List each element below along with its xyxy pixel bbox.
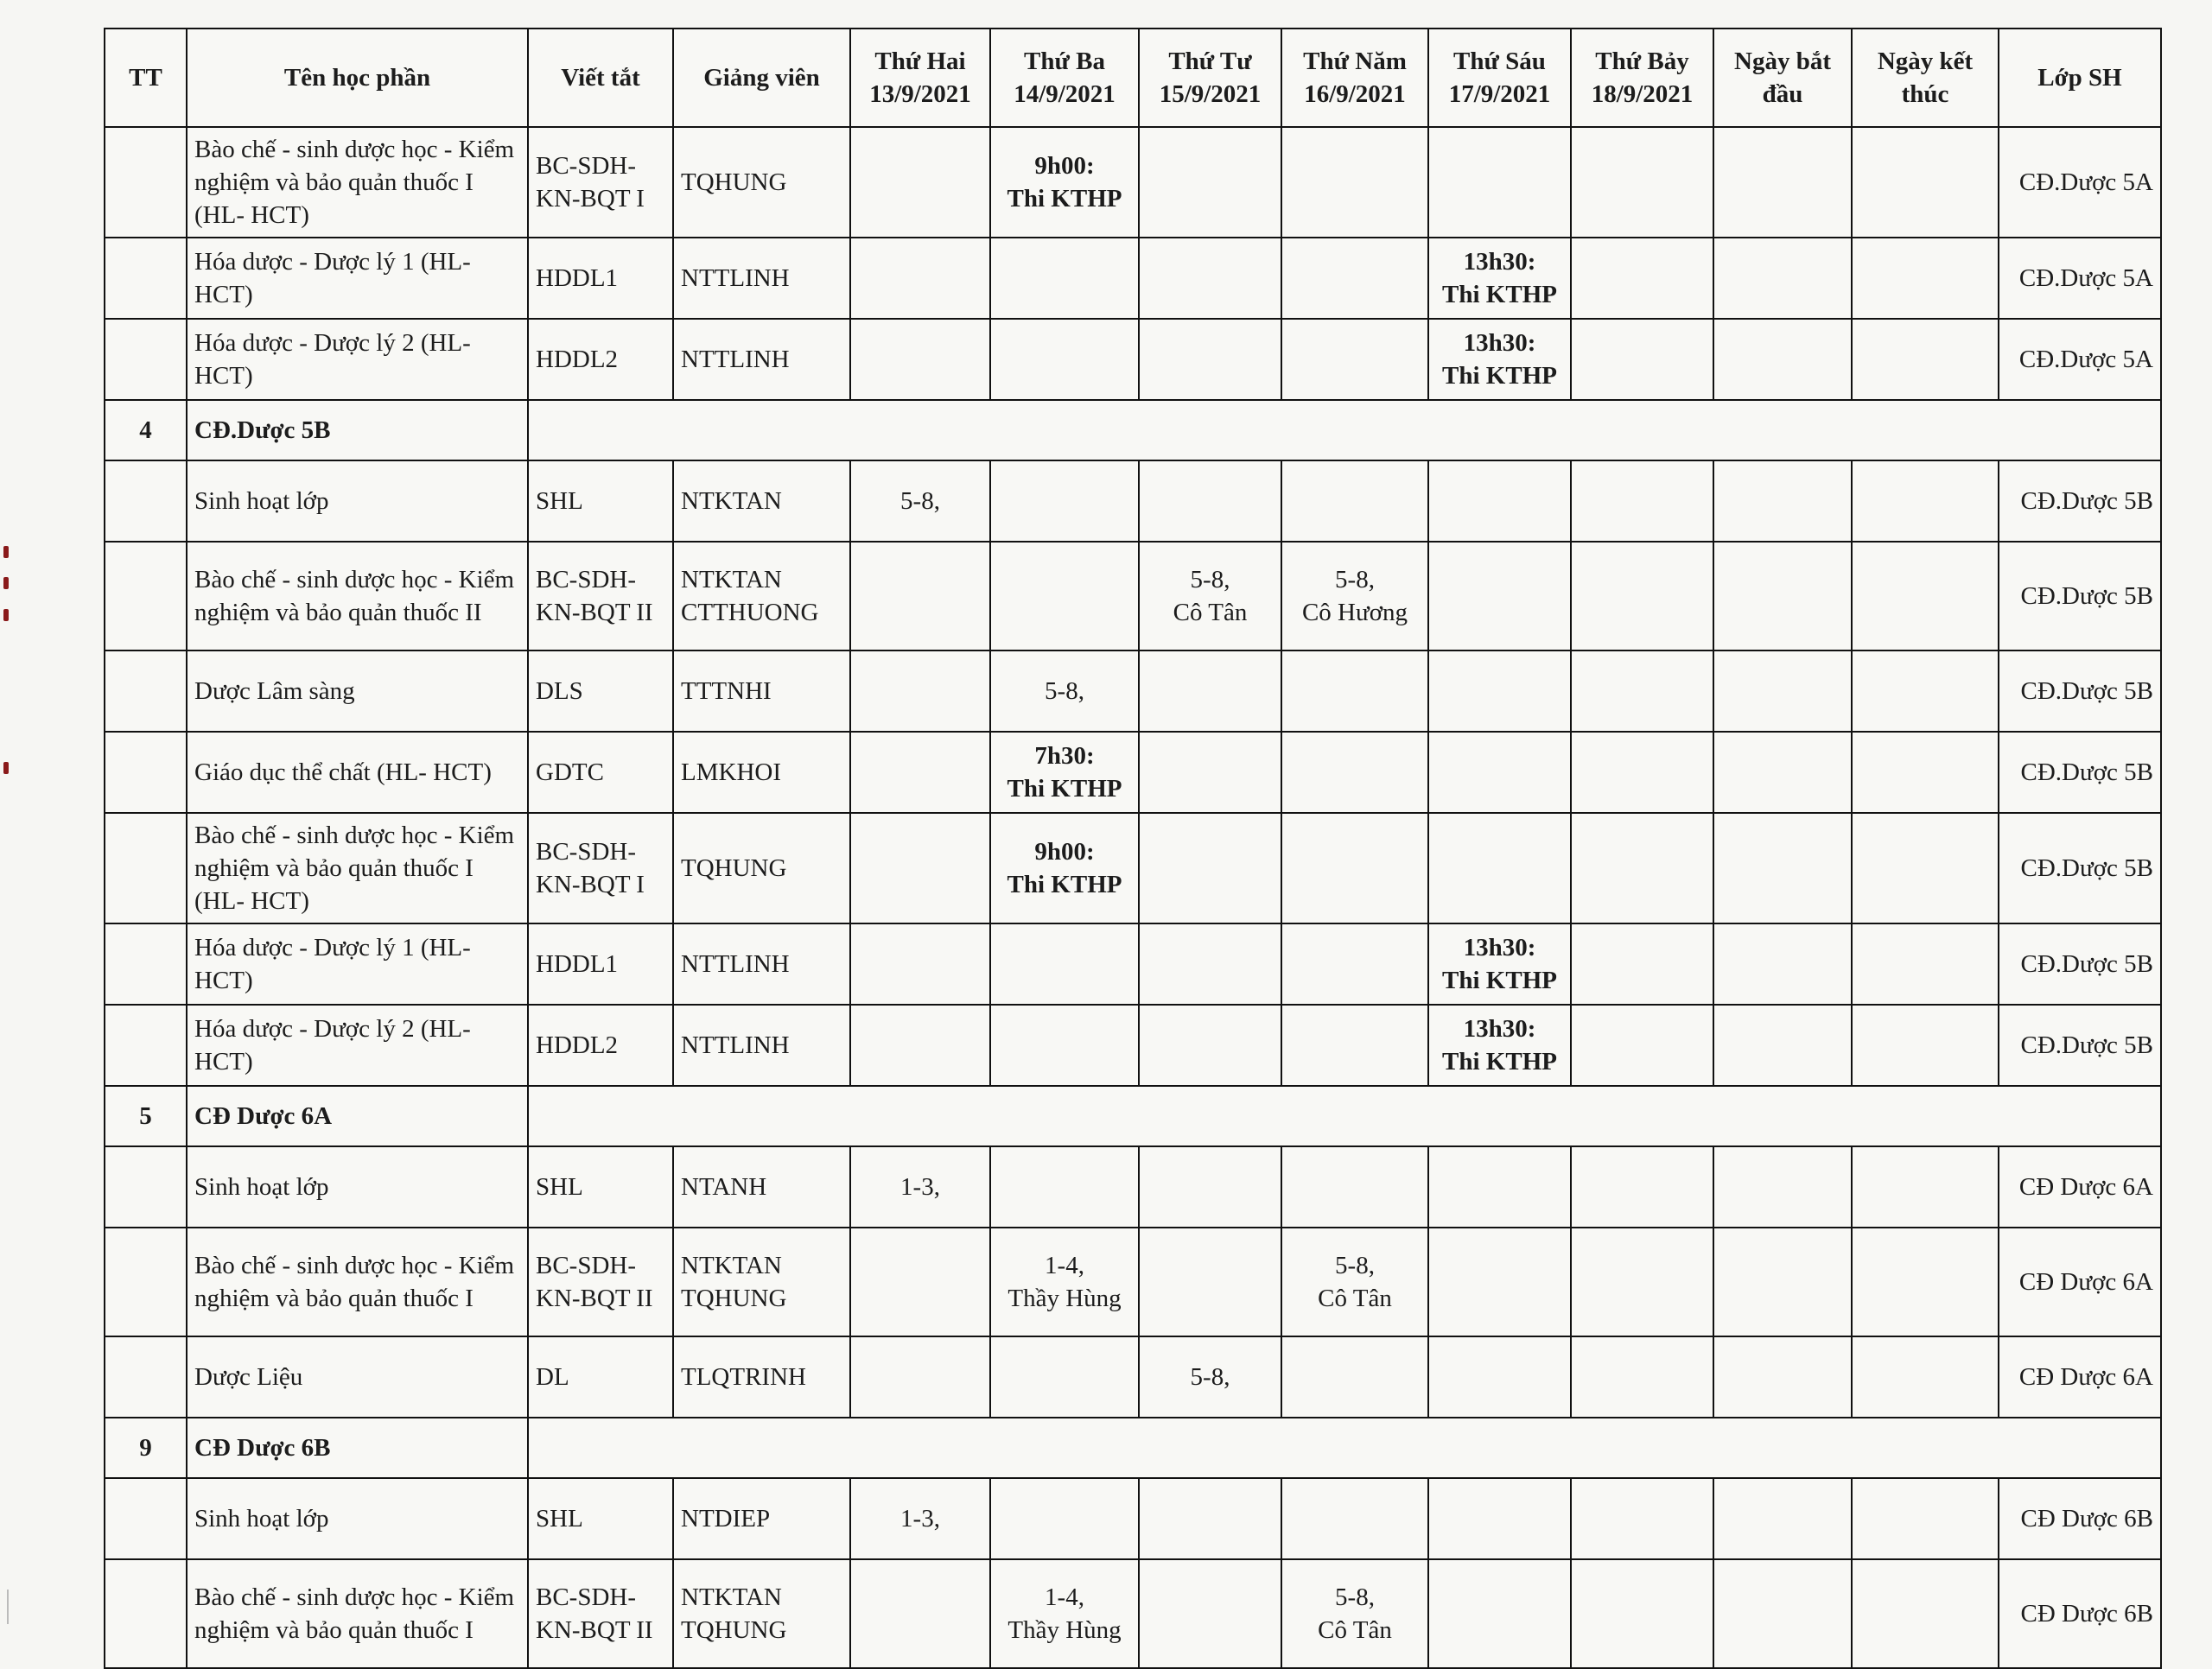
class-code: CĐ Dược 6A (1999, 1146, 2161, 1228)
course-name: Bào chế - sinh dược học - Kiểm nghiệm và bảo quản thuốc I (HL- HCT) (187, 127, 528, 238)
lecturer: NTKTAN (673, 460, 850, 542)
course-row (105, 1228, 2161, 1336)
day-slot (1571, 923, 1713, 1005)
class-group-name: CĐ.Dược 5B (187, 400, 528, 460)
day-slot: 5-8, (1139, 1336, 1281, 1418)
course-code: GDTC (528, 732, 673, 813)
row-number (105, 1146, 187, 1228)
column-header: Ngày kết thúc (1852, 29, 1999, 127)
day-slot: 5-8, Cô Tân (1281, 1228, 1428, 1336)
day-slot (1281, 460, 1428, 542)
margin-mark (7, 1590, 14, 1624)
group-spacer (528, 1086, 2161, 1146)
day-slot (1428, 1228, 1571, 1336)
day-slot (1139, 127, 1281, 238)
start-date (1713, 542, 1852, 650)
lecturer: TTTNHI (673, 650, 850, 732)
day-slot (850, 238, 990, 319)
day-slot: 1-4, Thầy Hùng (990, 1228, 1139, 1336)
end-date (1852, 1005, 1999, 1086)
day-slot: 5-8, (850, 460, 990, 542)
lecturer: NTTLINH (673, 238, 850, 319)
class-group-row (105, 1086, 2161, 1146)
course-code: SHL (528, 460, 673, 542)
class-group-name: CĐ Dược 6A (187, 1086, 528, 1146)
day-slot (1139, 460, 1281, 542)
class-code: CĐ.Dược 5B (1999, 813, 2161, 923)
start-date (1713, 650, 1852, 732)
row-number (105, 923, 187, 1005)
day-slot (1281, 127, 1428, 238)
end-date (1852, 1228, 1999, 1336)
class-code: CĐ.Dược 5A (1999, 238, 2161, 319)
day-slot (1428, 732, 1571, 813)
course-code: SHL (528, 1146, 673, 1228)
day-slot: 13h30: Thi KTHP (1428, 238, 1571, 319)
day-slot: 7h30: Thi KTHP (990, 732, 1139, 813)
lecturer: TQHUNG (673, 127, 850, 238)
column-header: Thứ Sáu 17/9/2021 (1428, 29, 1571, 127)
course-code: BC-SDH- KN-BQT II (528, 1228, 673, 1336)
course-code: HDDL2 (528, 319, 673, 400)
lecturer: TLQTRINH (673, 1336, 850, 1418)
end-date (1852, 1336, 1999, 1418)
course-row (105, 732, 2161, 813)
course-row (105, 813, 2161, 923)
day-slot (1428, 1336, 1571, 1418)
class-group-row (105, 400, 2161, 460)
column-header: Tên học phần (187, 29, 528, 127)
course-row (105, 650, 2161, 732)
day-slot (850, 542, 990, 650)
course-name: Hóa dược - Dược lý 2 (HL- HCT) (187, 1005, 528, 1086)
course-code: HDDL1 (528, 923, 673, 1005)
day-slot (1571, 1478, 1713, 1559)
lecturer: NTDIEP (673, 1478, 850, 1559)
row-number (105, 732, 187, 813)
course-code: BC-SDH- KN-BQT II (528, 542, 673, 650)
day-slot (1428, 460, 1571, 542)
day-slot (1281, 1478, 1428, 1559)
row-number (105, 1478, 187, 1559)
day-slot (1139, 923, 1281, 1005)
day-slot (1571, 319, 1713, 400)
course-row (105, 1478, 2161, 1559)
day-slot (990, 542, 1139, 650)
day-slot (850, 1005, 990, 1086)
lecturer: LMKHOI (673, 732, 850, 813)
end-date (1852, 460, 1999, 542)
lecturer: NTKTAN CTTHUONG (673, 542, 850, 650)
start-date (1713, 127, 1852, 238)
class-code: CĐ Dược 6B (1999, 1559, 2161, 1668)
column-header: Giảng viên (673, 29, 850, 127)
course-name: Dược Liệu (187, 1336, 528, 1418)
header-row (105, 29, 2161, 127)
row-number: 5 (105, 1086, 187, 1146)
day-slot: 13h30: Thi KTHP (1428, 319, 1571, 400)
course-name: Bào chế - sinh dược học - Kiểm nghiệm và bảo quản thuốc I (HL- HCT) (187, 813, 528, 923)
day-slot (1139, 650, 1281, 732)
column-header: Thứ Năm 16/9/2021 (1281, 29, 1428, 127)
class-code: CĐ.Dược 5A (1999, 319, 2161, 400)
course-row (105, 1559, 2161, 1668)
course-name: Sinh hoạt lớp (187, 1146, 528, 1228)
schedule-sheet (104, 28, 2160, 1669)
day-slot (1571, 813, 1713, 923)
end-date (1852, 923, 1999, 1005)
row-number (105, 319, 187, 400)
start-date (1713, 1559, 1852, 1668)
group-spacer (528, 400, 2161, 460)
day-slot (850, 127, 990, 238)
day-slot (1281, 1146, 1428, 1228)
day-slot: 5-8, Cô Tân (1139, 542, 1281, 650)
day-slot (850, 1559, 990, 1668)
class-code: CĐ.Dược 5B (1999, 923, 2161, 1005)
day-slot (1571, 1005, 1713, 1086)
end-date (1852, 1146, 1999, 1228)
day-slot (990, 1478, 1139, 1559)
day-slot (1428, 1146, 1571, 1228)
end-date (1852, 1559, 1999, 1668)
row-number (105, 542, 187, 650)
course-row (105, 319, 2161, 400)
row-number (105, 460, 187, 542)
day-slot (1139, 813, 1281, 923)
row-number (105, 813, 187, 923)
row-number (105, 127, 187, 238)
day-slot (1571, 460, 1713, 542)
class-code: CĐ Dược 6A (1999, 1228, 2161, 1336)
row-number: 4 (105, 400, 187, 460)
group-spacer (528, 1418, 2161, 1478)
margin-mark (3, 762, 9, 774)
course-row (105, 542, 2161, 650)
day-slot (850, 732, 990, 813)
course-code: DL (528, 1336, 673, 1418)
course-code: HDDL1 (528, 238, 673, 319)
column-header: Thứ Hai 13/9/2021 (850, 29, 990, 127)
course-name: Giáo dục thể chất (HL- HCT) (187, 732, 528, 813)
end-date (1852, 127, 1999, 238)
class-code: CĐ.Dược 5B (1999, 732, 2161, 813)
start-date (1713, 813, 1852, 923)
start-date (1713, 1005, 1852, 1086)
course-name: Dược Lâm sàng (187, 650, 528, 732)
class-code: CĐ.Dược 5B (1999, 460, 2161, 542)
day-slot (1139, 1478, 1281, 1559)
course-code: BC-SDH- KN-BQT II (528, 1559, 673, 1668)
course-name: Bào chế - sinh dược học - Kiểm nghiệm và bảo quản thuốc II (187, 542, 528, 650)
end-date (1852, 1478, 1999, 1559)
column-header: Lớp SH (1999, 29, 2161, 127)
class-code: CĐ.Dược 5B (1999, 650, 2161, 732)
class-code: CĐ.Dược 5B (1999, 542, 2161, 650)
course-name: Hóa dược - Dược lý 1 (HL- HCT) (187, 238, 528, 319)
course-row (105, 1005, 2161, 1086)
row-number (105, 1336, 187, 1418)
end-date (1852, 732, 1999, 813)
course-row (105, 1146, 2161, 1228)
lecturer: NTANH (673, 1146, 850, 1228)
day-slot: 5-8, (990, 650, 1139, 732)
day-slot (990, 1336, 1139, 1418)
class-code: CĐ Dược 6A (1999, 1336, 2161, 1418)
day-slot: 9h00: Thi KTHP (990, 127, 1139, 238)
course-name: Hóa dược - Dược lý 2 (HL- HCT) (187, 319, 528, 400)
end-date (1852, 650, 1999, 732)
day-slot (1571, 127, 1713, 238)
start-date (1713, 923, 1852, 1005)
day-slot (1281, 1336, 1428, 1418)
course-name: Bào chế - sinh dược học - Kiểm nghiệm và bảo quản thuốc I (187, 1559, 528, 1668)
margin-mark (3, 577, 9, 589)
row-number (105, 1005, 187, 1086)
day-slot (1571, 732, 1713, 813)
day-slot (850, 1228, 990, 1336)
class-code: CĐ.Dược 5B (1999, 1005, 2161, 1086)
day-slot: 5-8, Cô Hương (1281, 542, 1428, 650)
start-date (1713, 1228, 1852, 1336)
day-slot (1428, 650, 1571, 732)
end-date (1852, 319, 1999, 400)
end-date (1852, 542, 1999, 650)
course-name: Hóa dược - Dược lý 1 (HL- HCT) (187, 923, 528, 1005)
day-slot (1571, 650, 1713, 732)
day-slot (1281, 923, 1428, 1005)
course-name: Sinh hoạt lớp (187, 1478, 528, 1559)
course-code: SHL (528, 1478, 673, 1559)
start-date (1713, 319, 1852, 400)
day-slot (990, 1005, 1139, 1086)
day-slot (1571, 542, 1713, 650)
day-slot: 13h30: Thi KTHP (1428, 923, 1571, 1005)
margin-mark (3, 609, 9, 621)
day-slot: 9h00: Thi KTHP (990, 813, 1139, 923)
day-slot (1571, 1559, 1713, 1668)
day-slot (1428, 1559, 1571, 1668)
start-date (1713, 238, 1852, 319)
day-slot: 1-3, (850, 1478, 990, 1559)
margin-mark (3, 546, 9, 558)
day-slot (1281, 1005, 1428, 1086)
day-slot (1571, 1146, 1713, 1228)
column-header: Thứ Tư 15/9/2021 (1139, 29, 1281, 127)
course-name: Sinh hoạt lớp (187, 460, 528, 542)
day-slot (1428, 1478, 1571, 1559)
day-slot (850, 1336, 990, 1418)
day-slot (1139, 238, 1281, 319)
course-row (105, 1336, 2161, 1418)
column-header: Ngày bắt đầu (1713, 29, 1852, 127)
class-code: CĐ.Dược 5A (1999, 127, 2161, 238)
day-slot (1139, 1146, 1281, 1228)
day-slot: 1-3, (850, 1146, 990, 1228)
column-header: Viết tắt (528, 29, 673, 127)
day-slot (1281, 238, 1428, 319)
course-row (105, 460, 2161, 542)
day-slot (850, 923, 990, 1005)
course-row (105, 127, 2161, 238)
course-code: BC-SDH- KN-BQT I (528, 127, 673, 238)
column-header: Thứ Bảy 18/9/2021 (1571, 29, 1713, 127)
class-code: CĐ Dược 6B (1999, 1478, 2161, 1559)
start-date (1713, 1478, 1852, 1559)
day-slot (990, 923, 1139, 1005)
row-number (105, 238, 187, 319)
day-slot (1571, 238, 1713, 319)
day-slot (1428, 127, 1571, 238)
start-date (1713, 1336, 1852, 1418)
row-number (105, 1228, 187, 1336)
day-slot (1281, 813, 1428, 923)
lecturer: NTKTAN TQHUNG (673, 1228, 850, 1336)
start-date (1713, 460, 1852, 542)
day-slot (990, 460, 1139, 542)
day-slot (1571, 1228, 1713, 1336)
row-number: 9 (105, 1418, 187, 1478)
start-date (1713, 732, 1852, 813)
course-code: BC-SDH- KN-BQT I (528, 813, 673, 923)
class-group-row (105, 1418, 2161, 1478)
lecturer: NTTLINH (673, 923, 850, 1005)
row-number (105, 650, 187, 732)
schedule-body (105, 127, 2161, 1668)
class-group-name: CĐ Dược 6B (187, 1418, 528, 1478)
start-date (1713, 1146, 1852, 1228)
day-slot: 1-4, Thầy Hùng (990, 1559, 1139, 1668)
day-slot (1281, 650, 1428, 732)
day-slot (1139, 1228, 1281, 1336)
end-date (1852, 238, 1999, 319)
lecturer: NTTLINH (673, 319, 850, 400)
day-slot (1139, 1559, 1281, 1668)
lecturer: NTKTAN TQHUNG (673, 1559, 850, 1668)
course-code: HDDL2 (528, 1005, 673, 1086)
day-slot (850, 813, 990, 923)
day-slot (990, 319, 1139, 400)
row-number (105, 1559, 187, 1668)
course-name: Bào chế - sinh dược học - Kiểm nghiệm và bảo quản thuốc I (187, 1228, 528, 1336)
day-slot: 13h30: Thi KTHP (1428, 1005, 1571, 1086)
day-slot (1428, 542, 1571, 650)
day-slot (1139, 319, 1281, 400)
day-slot (850, 650, 990, 732)
course-code: DLS (528, 650, 673, 732)
day-slot: 5-8, Cô Tân (1281, 1559, 1428, 1668)
end-date (1852, 813, 1999, 923)
day-slot (1428, 813, 1571, 923)
lecturer: TQHUNG (673, 813, 850, 923)
day-slot (1281, 319, 1428, 400)
day-slot (850, 319, 990, 400)
day-slot (1571, 1336, 1713, 1418)
course-row (105, 923, 2161, 1005)
day-slot (990, 238, 1139, 319)
day-slot (1281, 732, 1428, 813)
lecturer: NTTLINH (673, 1005, 850, 1086)
day-slot (1139, 732, 1281, 813)
column-header: TT (105, 29, 187, 127)
course-row (105, 238, 2161, 319)
day-slot (990, 1146, 1139, 1228)
schedule-table (104, 28, 2162, 1669)
day-slot (1139, 1005, 1281, 1086)
column-header: Thứ Ba 14/9/2021 (990, 29, 1139, 127)
